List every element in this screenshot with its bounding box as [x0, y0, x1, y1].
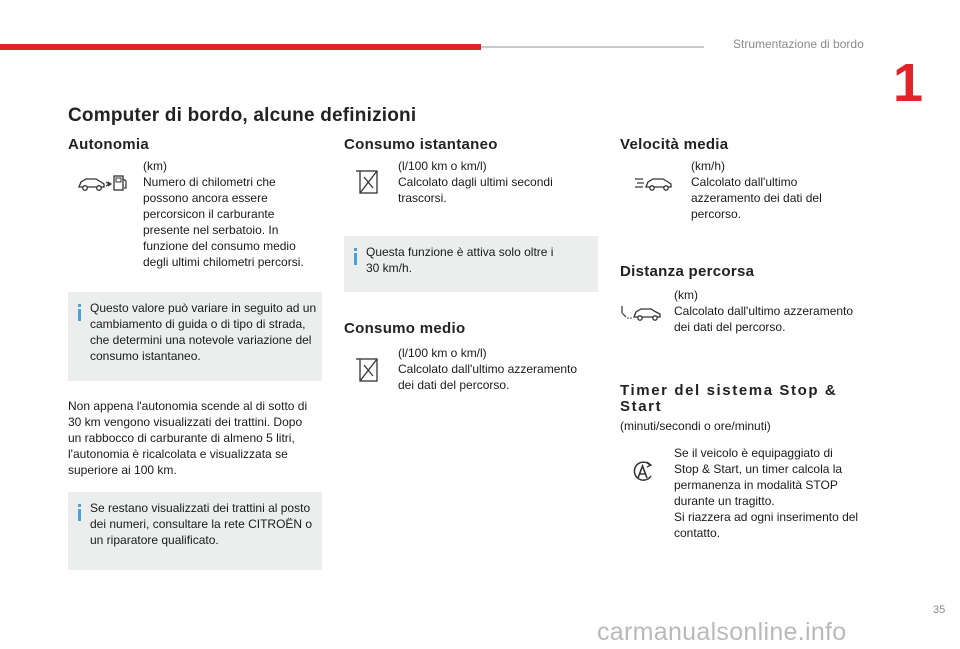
timer-stop-start-unit: (minuti/secondi o ore/minuti)	[620, 419, 771, 433]
distanza-percorsa-heading: Distanza percorsa	[620, 263, 755, 280]
velocita-media-description: Calcolato dall'ultimo azzeramento dei dati del percorso.	[691, 175, 822, 221]
header-red-bar	[0, 44, 481, 50]
page-title: Computer di bordo, alcune definizioni	[68, 105, 417, 126]
consumo-medio-description: Calcolato dall'ultimo azzeramento dei dati del percorso.	[398, 362, 578, 392]
consumo-istantaneo-description: Calcolato dagli ultimi secondi trascorsi.	[398, 175, 553, 205]
car-distance-icon	[620, 304, 664, 322]
fuel-consumption-icon	[355, 168, 381, 196]
info-icon	[354, 248, 357, 265]
watermark: carmanualsonline.info	[597, 618, 847, 646]
autonomia-description: Numero di chilometri che possono ancora essere percorsicon il carburante presente nel serbatoio. In funzione del consumo medio degli ultimi chilometri percorsi.	[143, 175, 304, 269]
velocita-media-heading: Velocità media	[620, 136, 729, 153]
stop-start-icon	[630, 459, 656, 485]
autonomia-paragraph: Non appena l'autonomia scende al di sotto di 30 km vengono visualizzati dei trattini. Dopo un rabbocco di carburante di almeno 5 litri, l'autonomia è ricalcolata e visualizzata se superiore ai 100 km.	[68, 399, 308, 477]
info-icon	[78, 504, 81, 521]
consumo-medio-heading: Consumo medio	[344, 320, 466, 337]
autonomia-unit: (km)	[143, 159, 167, 173]
distanza-percorsa-description: Calcolato dall'ultimo azzeramento dei dati del percorso.	[674, 304, 854, 334]
car-fuel-range-icon	[77, 173, 129, 193]
autonomia-note-2: Se restano visualizzati dei trattini al posto dei numeri, consultare la rete CITROËN o un riparatore qualificato.	[68, 492, 322, 570]
consumo-medio-unit: (l/100 km o km/l)	[398, 346, 487, 360]
header-grey-rule	[481, 46, 704, 48]
consumo-istantaneo-note: Questa funzione è attiva solo oltre i 30 km/h.	[344, 236, 598, 292]
autonomia-heading: Autonomia	[68, 136, 150, 153]
section-title: Strumentazione di bordo	[733, 37, 864, 51]
consumo-istantaneo-unit: (l/100 km o km/l)	[398, 159, 487, 173]
distanza-percorsa-unit: (km)	[674, 288, 698, 302]
timer-stop-start-heading: Timer del sistema Stop & Start	[620, 382, 838, 415]
car-speed-icon	[634, 174, 674, 192]
velocita-media-unit: (km/h)	[691, 159, 725, 173]
timer-stop-start-description: Se il veicolo è equipaggiato di Stop & Start, un timer calcola la permanenza in modalità STOP durante un tragitto. Si riazzera ad ogni inserimento del contatto.	[674, 446, 859, 540]
consumo-istantaneo-heading: Consumo istantaneo	[344, 136, 498, 153]
page-number: 35	[933, 604, 946, 616]
info-icon	[78, 304, 81, 321]
chapter-number: 1	[893, 53, 924, 113]
autonomia-note: Questo valore può variare in seguito ad un cambiamento di guida o di tipo di strada, che determini una notevole variazione del consumo istantaneo.	[68, 292, 322, 381]
fuel-consumption-icon	[355, 356, 381, 384]
